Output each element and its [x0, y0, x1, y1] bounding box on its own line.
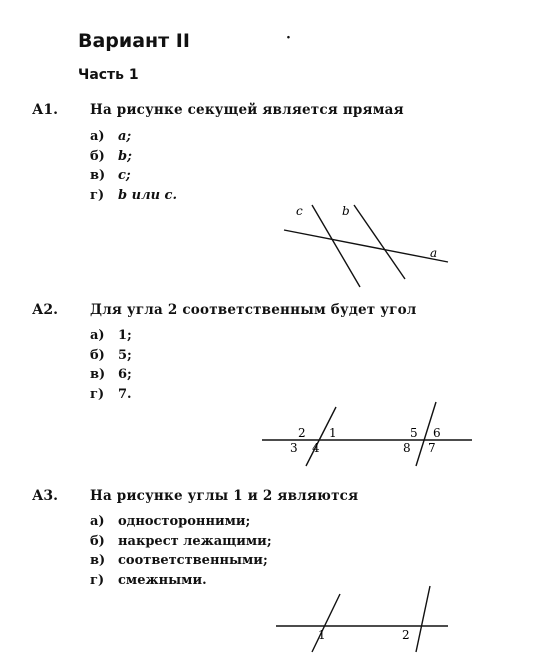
option-letter: в)	[90, 553, 106, 568]
page-title: Вариант II	[78, 30, 190, 52]
question-1-text: На рисунке секущей является прямая	[90, 102, 404, 118]
question-3-text: На рисунке углы 1 и 2 являются	[90, 488, 359, 504]
option-value: соответственными;	[118, 553, 268, 568]
option-value: c;	[118, 168, 131, 183]
question-3-number: А3.	[32, 488, 59, 504]
option-value: 6;	[118, 367, 132, 382]
transversal-right	[416, 586, 430, 652]
figure-1-label-a: a	[430, 246, 438, 260]
option-value: накрест лежащими;	[118, 533, 272, 549]
angle-label-6: 6	[433, 426, 441, 440]
transversal-left	[312, 594, 340, 652]
angle-label-8: 8	[403, 441, 411, 455]
question-1-number: А1.	[32, 102, 59, 118]
figure-1	[284, 205, 448, 287]
line-c	[312, 205, 360, 287]
angle-label-7: 7	[428, 441, 436, 455]
option-letter: г)	[90, 572, 105, 588]
option-letter: б)	[90, 148, 105, 164]
stray-dot: ·	[286, 30, 291, 46]
question-2-text: Для угла 2 соответственным будет угол	[90, 302, 417, 318]
option-letter: а)	[90, 514, 105, 529]
option-value: b;	[118, 148, 132, 164]
angle-label-2: 2	[298, 426, 306, 440]
option-value: 7.	[118, 386, 132, 402]
option-letter: г)	[90, 187, 105, 203]
angle-label-1: 1	[318, 628, 326, 642]
option-letter: г)	[90, 386, 105, 402]
line-b	[354, 205, 405, 279]
option-value: 1;	[118, 328, 132, 343]
section-title: Часть 1	[78, 67, 139, 83]
option-value: смежными.	[118, 572, 207, 588]
option-letter: б)	[90, 533, 105, 549]
figure-3	[276, 586, 448, 652]
question-2-number: А2.	[32, 302, 59, 318]
angle-label-1: 1	[329, 426, 337, 440]
option-letter: в)	[90, 168, 106, 183]
line-a	[284, 230, 448, 262]
option-letter: а)	[90, 328, 105, 343]
option-value: a;	[118, 129, 132, 144]
option-letter: в)	[90, 367, 106, 382]
option-value: 5;	[118, 347, 132, 363]
angle-label-3: 3	[290, 441, 298, 455]
option-value: b или c.	[118, 187, 178, 203]
angle-label-4: 4	[312, 441, 320, 455]
option-letter: а)	[90, 129, 105, 144]
figure-1-label-c: c	[296, 204, 303, 218]
figure-1-label-b: b	[342, 204, 350, 218]
angle-label-5: 5	[410, 426, 418, 440]
angle-label-2: 2	[402, 628, 410, 642]
option-letter: б)	[90, 347, 105, 363]
option-value: односторонними;	[118, 514, 251, 529]
